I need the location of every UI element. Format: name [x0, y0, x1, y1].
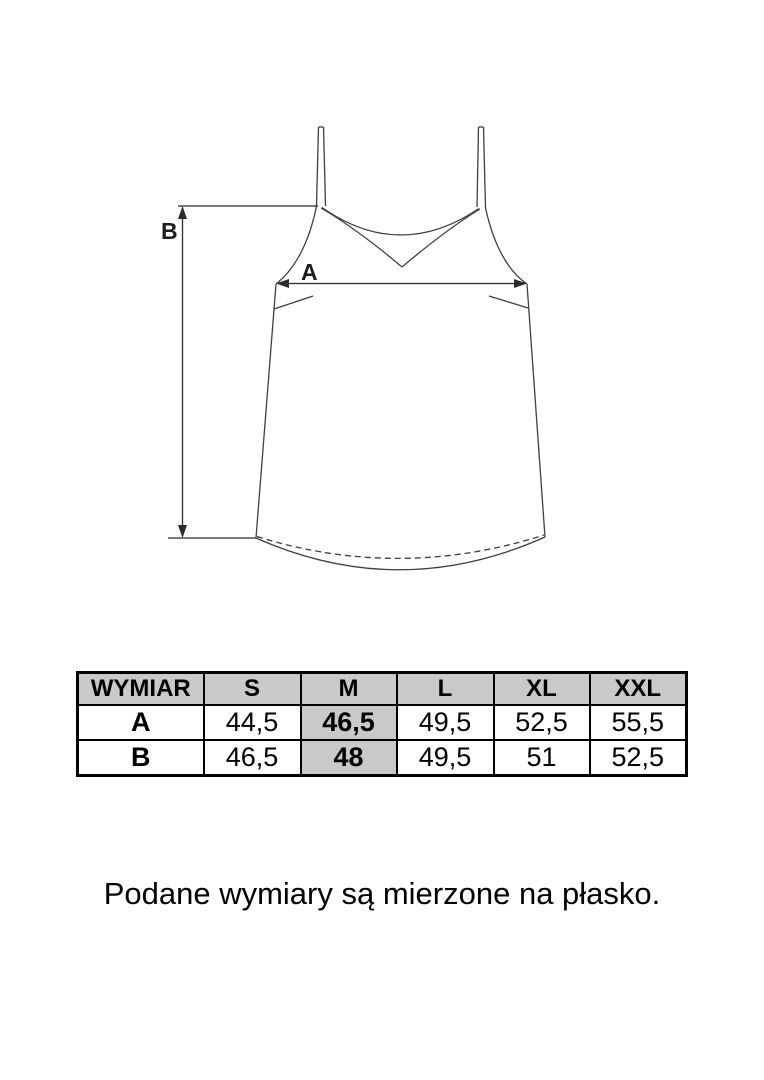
table-row-b — [78, 740, 687, 776]
row-b-size-m: 48 — [301, 740, 397, 776]
right-strap-outer-line — [484, 127, 486, 208]
garment-outline — [256, 127, 545, 570]
header-size-xxl: XXL — [590, 673, 687, 706]
header-size-l: L — [397, 673, 494, 706]
row-a-size-l: 49,5 — [397, 705, 494, 740]
right-dart-line — [489, 296, 528, 308]
left-side-seam — [256, 284, 276, 538]
left-strap-inner-line — [324, 127, 326, 206]
arrowhead-b-bottom — [178, 525, 187, 538]
measurement-note: Podane wymiary są mierzone na płasko. — [103, 876, 661, 911]
arrowhead-b-top — [178, 206, 187, 219]
header-size-m: M — [301, 673, 397, 706]
arrowhead-a-right — [514, 279, 527, 288]
right-armhole-curve — [486, 208, 528, 284]
table-row-a — [78, 705, 687, 740]
header-size-xl: XL — [494, 673, 590, 706]
left-dart-line — [274, 296, 313, 309]
size-table-header — [78, 673, 687, 706]
dimension-arrowheads — [178, 206, 527, 538]
front-neckline-left-curve — [321, 208, 402, 267]
row-b-size-l: 49,5 — [397, 740, 494, 776]
arrowhead-a-left — [276, 279, 289, 288]
size-table-body — [78, 705, 687, 776]
dimension-a-label: A — [301, 259, 318, 285]
dimension-b-label: B — [161, 218, 178, 244]
row-a-size-m: 46,5 — [301, 705, 397, 740]
row-a-size-xl: 52,5 — [494, 705, 590, 740]
row-b-size-s: 46,5 — [204, 740, 301, 776]
row-b-size-xxl: 52,5 — [590, 740, 687, 776]
row-b-size-xl: 51 — [494, 740, 590, 776]
row-b-label: B — [78, 740, 204, 776]
right-strap-inner-line — [477, 127, 479, 207]
header-wymiar: WYMIAR — [78, 673, 204, 706]
right-side-seam — [527, 284, 545, 537]
back-neckline-curve — [322, 208, 479, 236]
header-size-s: S — [204, 673, 301, 706]
table-header-row — [78, 673, 687, 706]
hem-curve — [256, 537, 545, 570]
row-a-size-s: 44,5 — [204, 705, 301, 740]
row-a-label: A — [78, 705, 204, 740]
size-table — [76, 671, 688, 777]
left-strap-outer-line — [317, 127, 319, 206]
row-a-size-xxl: 55,5 — [590, 705, 687, 740]
dimension-lines — [168, 206, 516, 538]
front-neckline-right-curve — [402, 209, 480, 267]
